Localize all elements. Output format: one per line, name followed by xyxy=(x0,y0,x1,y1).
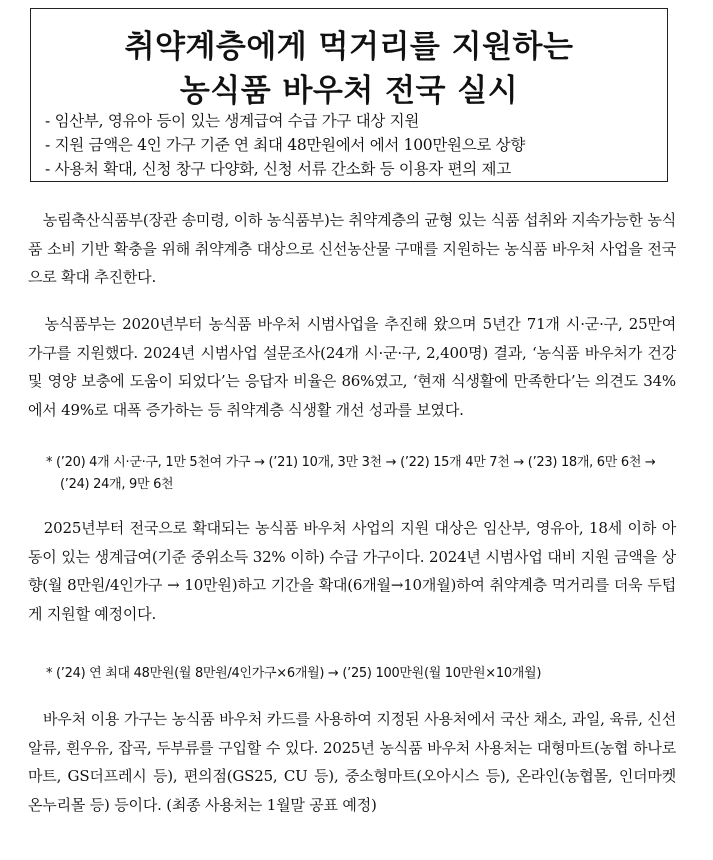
body-paragraph-1: 농림축산식품부(장관 송미령, 이하 농식품부)는 취약계층의 균형 있는 식품 섭취와 지속가능한 농식품 소비 기반 확충을 위해 취약계층 대상으로 신선농산물 구매를 지원하는 농식품 바우처 사업을 전국으로 확대 추진한다. xyxy=(28,211,676,286)
footnote-1: * (’20) 4개 시·군·구, 1만 5천여 가구 → (’21) 10개, 3만 3천 → (’22) 15개 4만 7천 → (’23) 18개, 6만 6천 → (’24) 24개, 9만 6천 xyxy=(46,455,656,492)
headline-box xyxy=(30,8,668,182)
body-paragraph-4: 바우처 이용 가구는 농식품 바우처 카드를 사용하여 지정된 사용처에서 국산 채소, 과일, 육류, 신선알류, 흰우유, 잡곡, 두부류를 구입할 수 있다. 2025년 농식품 바우처 사용처는 대형마트(농협 하나로마트, GS더프레시 등), 편의점(GS25, CU 등), 중소형마트(오아시스 등), 온라인(농협몰, 인더마켓 온누리몰 등) 등이다. (최종 사용처는 1월말 공표 예정) xyxy=(28,710,676,814)
body-paragraph-3: 2025년부터 전국으로 확대되는 농식품 바우처 사업의 지원 대상은 임산부, 영유아, 18세 이하 아동이 있는 생계급여(기준 중위소득 32% 이하) 수급 가구이다. 2024년 시범사업 대비 지원 금액을 상향(월 8만원/4인가구 → 10만원)하고 기간을 확대(6개월→10개월)하여 취약계층 먹거리를 더욱 두텁게 지원할 예정이다. xyxy=(28,519,676,623)
summary-bullet-3: - 사용처 확대, 신청 창구 다양화, 신청 서류 간소화 등 이용자 편의 제고 xyxy=(45,160,511,178)
headline-title-line-1: 취약계층에게 먹거리를 지원하는 xyxy=(124,29,574,65)
summary-bullet-1: - 임산부, 영유아 등이 있는 생계급여 수급 가구 대상 지원 xyxy=(45,112,420,130)
footnote-2: * (’24) 연 최대 48만원(월 8만원/4인가구×6개월) → (’25) 100만원(월 10만원×10개월) xyxy=(46,666,542,681)
summary-bullet-list xyxy=(45,109,525,181)
summary-bullet-2: - 지원 금액은 4인 가구 기준 연 최대 48만원에서 에서 100만원으로 상향 xyxy=(45,136,526,154)
headline-title-line-2: 농식품 바우처 전국 실시 xyxy=(179,73,519,109)
body-paragraph-2: 농식품부는 2020년부터 농식품 바우처 시범사업을 추진해 왔으며 5년간 71개 시·군·구, 25만여 가구를 지원했다. 2024년 시범사업 설문조사(24개 시·군·구, 2,400명) 결과, ‘농식품 바우처가 건강 및 영양 보충에 도움이 되었다’는 응답자 비율은 86%였고, ‘현재 식생활에 만족한다’는 의견도 34%에서 49%로 대폭 증가하는 등 취약계층 식생활 개선 성과를 보였다. xyxy=(28,315,676,419)
